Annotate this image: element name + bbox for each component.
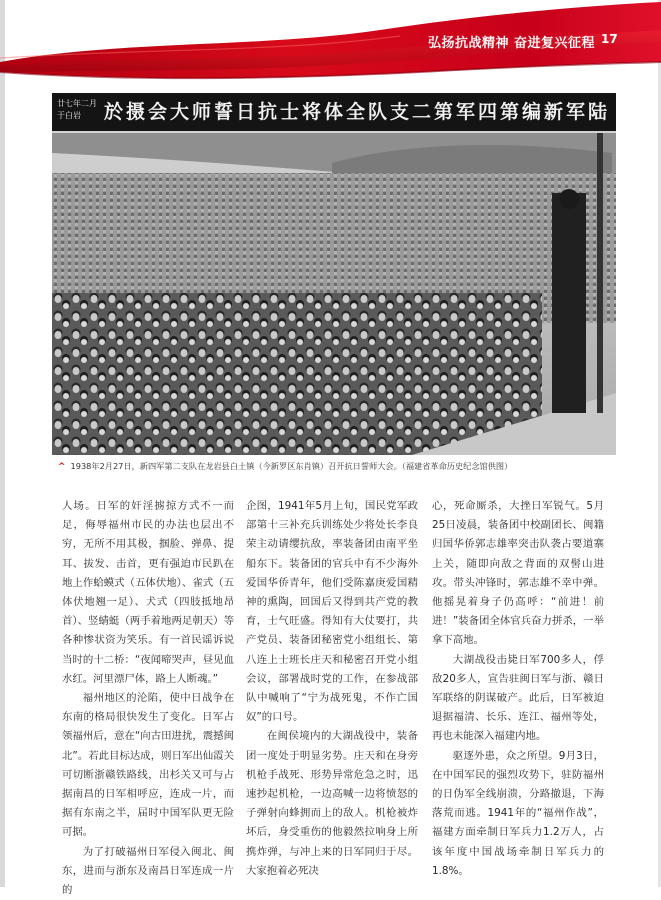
historical-photo [52,93,616,455]
paragraph: 心，死命厮杀，大挫日军锐气。5月25日凌晨，装备团中校副团长、闽籍归国华侨郭志雄率突击队袭占要道寨上关，随即向敌之背面的双髻山进攻。带头冲锋时，郭志雄不幸中弹。他摇晃着身子仍高呼：“前进！前进！”装备团全体官兵奋力拼杀，一举拿下高地。 [432,500,604,647]
paragraph: 为了打破福州日军侵入闽北、闽东，进而与浙东及南昌日军连成一片的 [62,845,234,897]
photo-caption [58,461,512,472]
caret-up-icon: ^ [58,462,66,472]
banner-side-text: 廿七年二月 于白岩 [57,99,97,120]
page-edge [0,0,5,887]
article-column-2 [246,497,418,881]
photo-illustration [52,93,616,455]
page-number: 17 [601,32,618,46]
caption-text: 1938年2月27日，新四军第二支队在龙岩县白土镇（今新罗区东肖镇）召开抗日誓师大会。（福建省革命历史纪念馆供图） [70,461,513,471]
paragraph: 大湖战役击毙日军700多人，俘敌20多人，宣告驻闽日军与浙、赣日军联络的阴谋破产。此后，日军被迫退据福清、长乐、连江、福州等处，再也未能深入福建内地。 [432,653,604,743]
paragraph: 在闽侯境内的大湖战役中，装备团一度处于明显劣势。庄天和在身旁机枪手战死、形势异常危急之时，迅速抄起机枪，一边高喊一边将愤怒的子弹射向蜂拥而上的敌人。机枪被炸坏后，身受重伤的他毅然拉响身上所携炸弹，与冲上来的日军同归于尽。大家抱着必死决 [246,730,418,877]
paragraph: 企图，1941年5月上旬，国民党军政部第十三补充兵训练处少将处长李良荣主动请缨抗敌，率装备团由南平坐船东下。装备团的官兵中有不少海外爱国华侨青年，他们受陈嘉庚爱国精神的熏陶，回国后又得到共产党的教育，士气旺盛。得知有大仗要打，共产党员、装备团秘密党小组组长、第八连上士班长庄天和秘密召开党小组会议，部署战时党的工作，在参战部队中喊响了“宁为战死鬼，不作亡国奴”的口号。 [246,500,418,724]
article-column-3 [432,497,604,881]
paragraph: 驱逐外患，众之所望。9月3日，在中国军民的强烈攻势下，驻防福州的日伪军全线崩溃，分路撤退，下海落荒而逃。1941年的“福州作战”，福建方面牵制日军兵力1.2万人，占该年度中国战场牵制日军兵力的1.8%。 [432,749,604,877]
section-title: 弘扬抗战精神 奋进复兴征程 [428,36,596,51]
paragraph: 福州地区的沦陷，使中日战争在东南的格局很快发生了变化。日军占领福州后，意在“向古田进扰，震撼闽北”。若此目标达成，则日军出仙霞关可切断浙赣铁路线，出杉关又可与占据南昌的日军相呼应，连成一片，而据有东南之半，届时中国军队更无险可据。 [62,692,234,839]
photo-banner-text: 陆军新编第四军第二支队全体将士抗日誓师大会摄於 [103,101,610,123]
paragraph: 人场。日军的奸淫掳掠方式不一而足，侮辱福州市民的办法也层出不穷，无所不用其极，掴脸、弹鼻、提耳、拔发、击首，更有强迫市民趴在地上作蛤蟆式（五体伏地）、雀式（五体伏地翘一足）、犬式（四肢抵地昂首）、竖蜻蜓（两手着地两足朝天）等各种惨状资为笑乐。有一首民谣诉说当时的十二桥：“夜闻啼哭声，昼见血水红。河里漂尸体，路上人断魂。” [62,500,234,685]
article-column-1 [62,497,234,900]
